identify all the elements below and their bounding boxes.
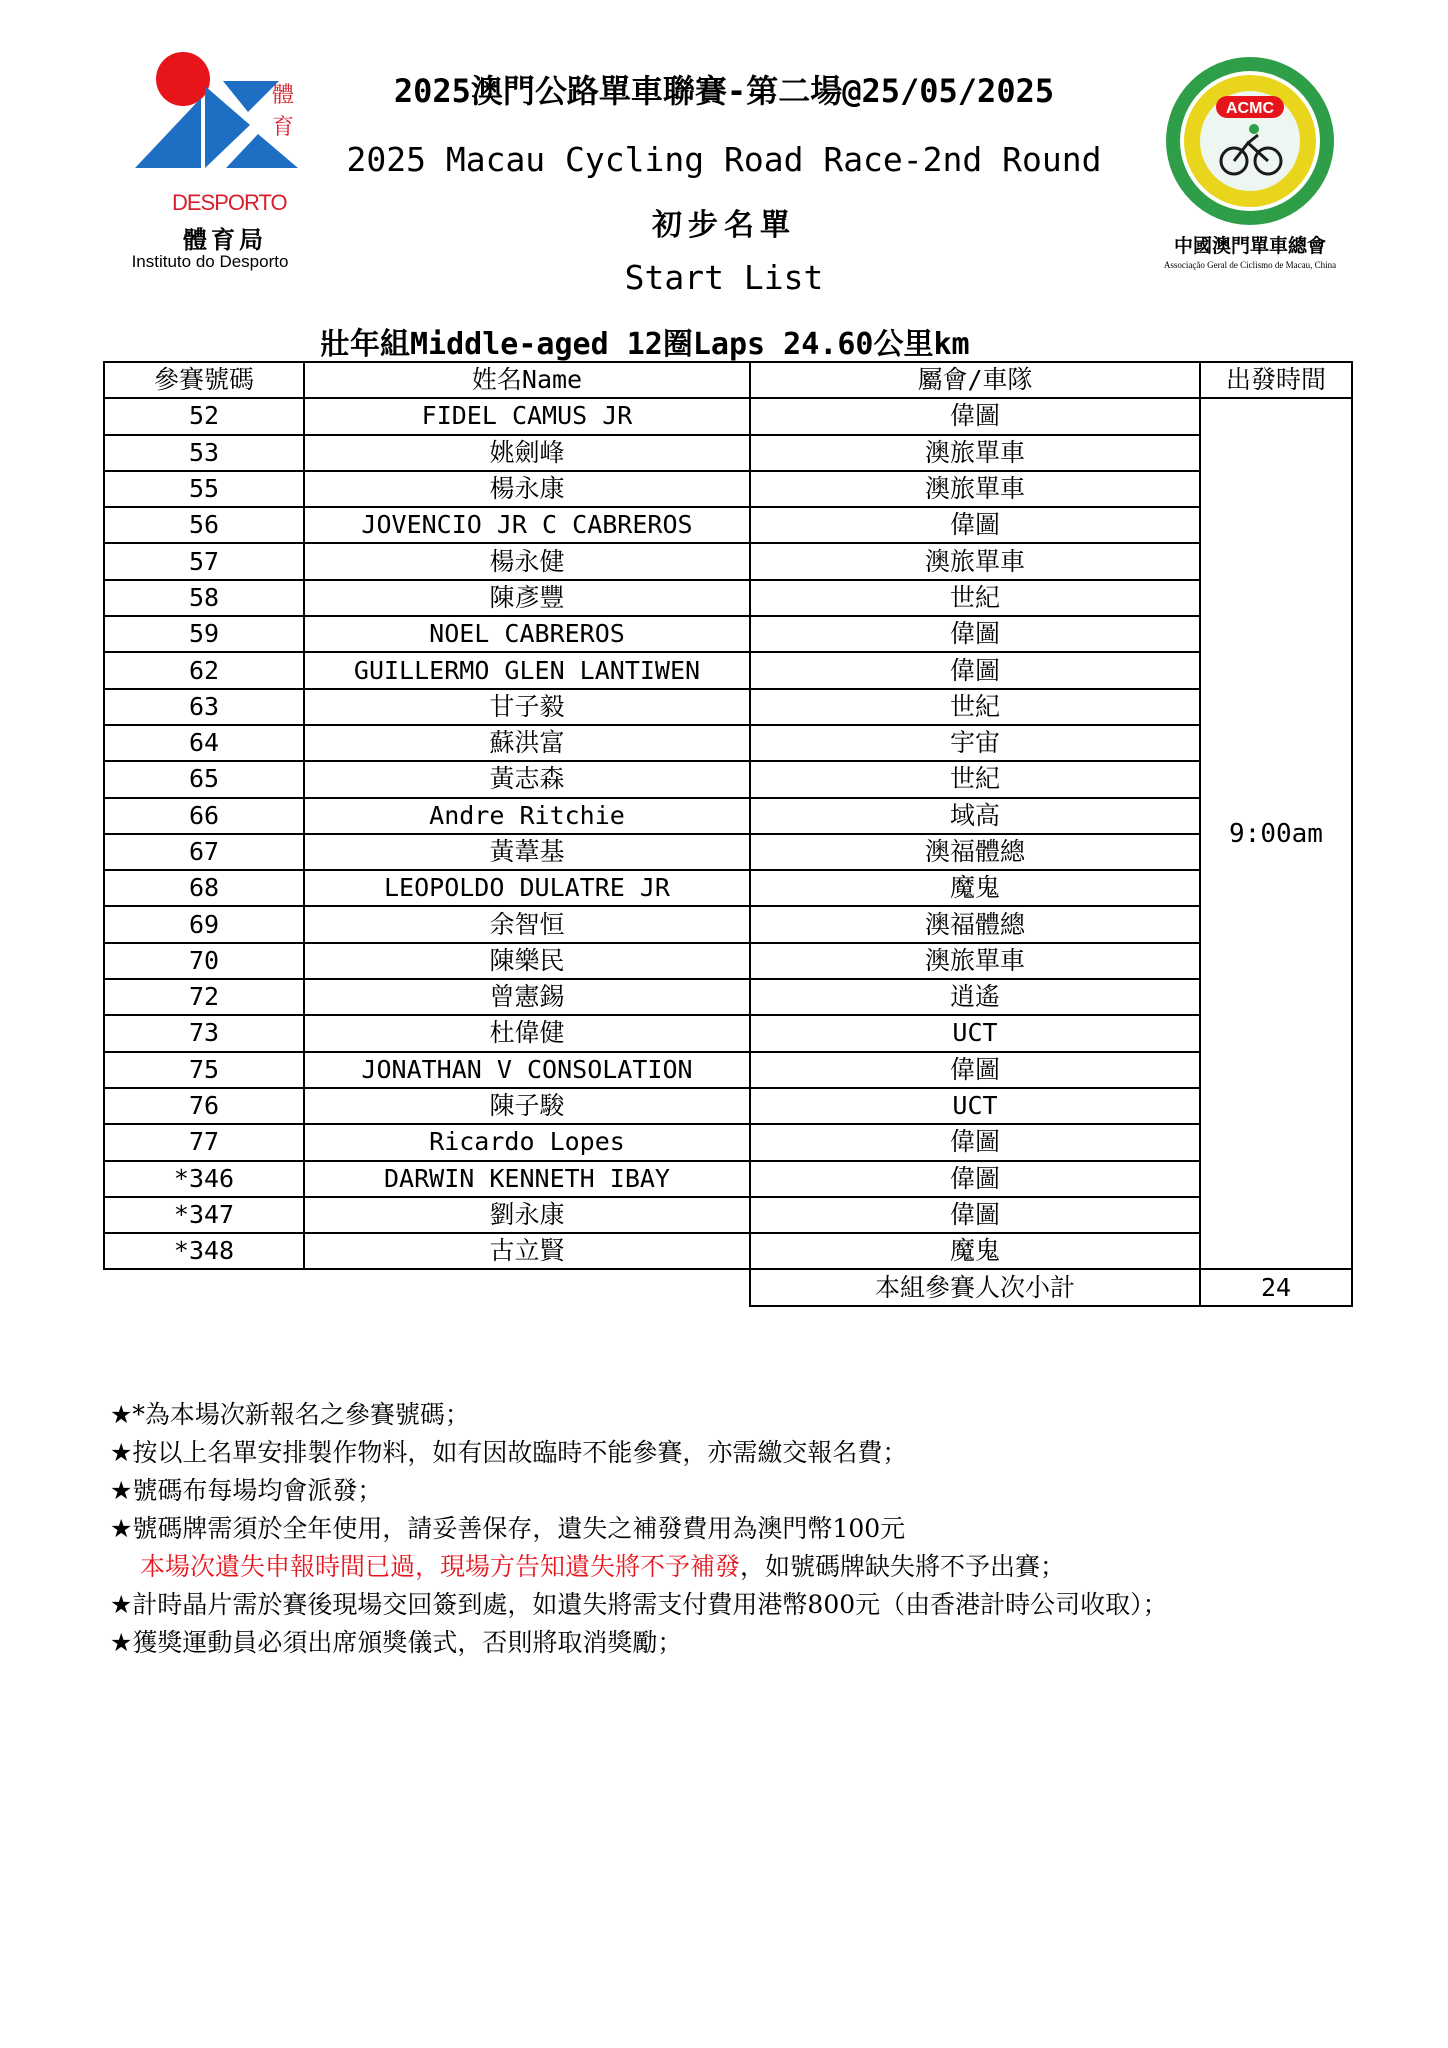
assoc-name-pt: Associação Geral de Ciclismo de Macau, China <box>1163 260 1337 270</box>
note-text: ，如號碼牌缺失將不予出賽； <box>740 1552 1066 1581</box>
rider-name: JONATHAN V CONSOLATION <box>304 1052 750 1088</box>
subtotal-row <box>104 1269 1352 1305</box>
start-list-table <box>103 361 1353 1307</box>
page-title-cn: 2025澳門公路單車聯賽-第二場@25/05/2025 <box>393 72 1055 110</box>
table-row <box>104 507 1352 543</box>
rider-team: 偉圖 <box>750 1161 1200 1197</box>
note-bib-distribution <box>110 1472 1168 1510</box>
rider-name: Andre Ritchie <box>304 798 750 834</box>
rider-number: 64 <box>104 725 304 761</box>
rider-team: 世紀 <box>750 761 1200 797</box>
rider-team: 澳旅單車 <box>750 471 1200 507</box>
table-row <box>104 906 1352 942</box>
note-text: 號碼牌需須於全年使用，請妥善保存，遺失之補發費用為澳門幣100元 <box>132 1514 906 1543</box>
rider-number: 76 <box>104 1088 304 1124</box>
rider-number: 67 <box>104 834 304 870</box>
rider-team: 偉圖 <box>750 398 1200 434</box>
rider-team: 澳旅單車 <box>750 943 1200 979</box>
rider-name: LEOPOLDO DULATRE JR <box>304 870 750 906</box>
note-lost-plate-warning <box>110 1548 1168 1586</box>
rider-name: DARWIN KENNETH IBAY <box>304 1161 750 1197</box>
star-icon: ★ <box>110 1628 133 1657</box>
rider-team: 魔鬼 <box>750 870 1200 906</box>
star-icon: ★ <box>110 1400 133 1429</box>
table-row <box>104 580 1352 616</box>
note-timing-chip <box>110 1586 1168 1624</box>
rider-number: 53 <box>104 435 304 471</box>
rider-team: 逍遙 <box>750 979 1200 1015</box>
rider-name: 古立賢 <box>304 1233 750 1269</box>
logo-char-yu: 育 <box>272 115 295 140</box>
rider-name: 陳子駿 <box>304 1088 750 1124</box>
rider-team: 偉圖 <box>750 507 1200 543</box>
note-award-ceremony <box>110 1624 1168 1662</box>
desporto-wordmark: DESPORTO <box>172 190 287 215</box>
rider-team: UCT <box>750 1015 1200 1051</box>
rider-number: 56 <box>104 507 304 543</box>
rider-number: 57 <box>104 543 304 579</box>
rider-name: 陳樂民 <box>304 943 750 979</box>
header-name: 姓名Name <box>304 362 750 398</box>
rider-number: 66 <box>104 798 304 834</box>
rider-team: 偉圖 <box>750 652 1200 688</box>
table-row <box>104 798 1352 834</box>
rider-name: 陳彥豐 <box>304 580 750 616</box>
rider-name: 楊永健 <box>304 543 750 579</box>
subtotal-spacer <box>104 1269 750 1305</box>
rider-number: 59 <box>104 616 304 652</box>
rider-number: 72 <box>104 979 304 1015</box>
notes-section <box>110 1396 1168 1662</box>
rider-team: UCT <box>750 1088 1200 1124</box>
start-time: 9:00am <box>1200 398 1352 1269</box>
rider-number: 63 <box>104 689 304 725</box>
rider-name: 杜偉健 <box>304 1015 750 1051</box>
header-start-time: 出發時間 <box>1200 362 1352 398</box>
rider-name: JOVENCIO JR C CABREROS <box>304 507 750 543</box>
note-number-plate <box>110 1510 1168 1548</box>
note-text: 計時晶片需於賽後現場交回簽到處，如遺失將需支付費用港幣800元（由香港計時公司收取）； <box>132 1590 1168 1619</box>
rider-name: Ricardo Lopes <box>304 1124 750 1160</box>
rider-team: 宇宙 <box>750 725 1200 761</box>
assoc-name-cn: 中國澳門單車總會 <box>1173 235 1326 257</box>
rider-team: 偉圖 <box>750 1124 1200 1160</box>
note-registration-fee <box>110 1434 1168 1472</box>
group-title: 壯年組Middle-aged 12圈Laps 24.60公里km <box>320 327 970 362</box>
rider-number: 77 <box>104 1124 304 1160</box>
subtotal-label: 本組參賽人次小計 <box>750 1269 1200 1305</box>
rider-team: 澳旅單車 <box>750 543 1200 579</box>
rider-number: 65 <box>104 761 304 797</box>
note-text: *為本場次新報名之參賽號碼； <box>132 1400 470 1429</box>
rider-name: GUILLERMO GLEN LANTIWEN <box>304 652 750 688</box>
table-row <box>104 471 1352 507</box>
table-row <box>104 870 1352 906</box>
star-icon: ★ <box>110 1514 133 1543</box>
header-number: 參賽號碼 <box>104 362 304 398</box>
rider-team: 世紀 <box>750 580 1200 616</box>
page-subtitle-en: Start List <box>624 258 824 297</box>
rider-team: 偉圖 <box>750 1052 1200 1088</box>
rider-number: 75 <box>104 1052 304 1088</box>
table-row <box>104 1197 1352 1233</box>
rider-number: *347 <box>104 1197 304 1233</box>
rider-team: 澳福體總 <box>750 834 1200 870</box>
table-row <box>104 943 1352 979</box>
table-row <box>104 543 1352 579</box>
table-row <box>104 1124 1352 1160</box>
table-row <box>104 652 1352 688</box>
bureau-name-pt: Instituto do Desporto <box>131 252 289 271</box>
rider-name: NOEL CABREROS <box>304 616 750 652</box>
rider-number: 70 <box>104 943 304 979</box>
rider-name: 蘇洪富 <box>304 725 750 761</box>
rider-number: *348 <box>104 1233 304 1269</box>
rider-team: 澳福體總 <box>750 906 1200 942</box>
rider-name: 姚劍峰 <box>304 435 750 471</box>
header-team: 屬會/車隊 <box>750 362 1200 398</box>
rider-name: FIDEL CAMUS JR <box>304 398 750 434</box>
rider-number: 73 <box>104 1015 304 1051</box>
table-row <box>104 834 1352 870</box>
subtotal-value: 24 <box>1200 1269 1352 1305</box>
rider-number: 68 <box>104 870 304 906</box>
logo-char-ti: 體 <box>272 83 295 108</box>
table-row <box>104 725 1352 761</box>
table-row <box>104 1233 1352 1269</box>
star-icon: ★ <box>110 1438 133 1467</box>
table-row <box>104 398 1352 434</box>
rider-name: 劉永康 <box>304 1197 750 1233</box>
note-text: 號碼布每場均會派發； <box>132 1476 383 1505</box>
rider-name: 楊永康 <box>304 471 750 507</box>
table-header-row <box>104 362 1352 398</box>
note-red-text: 本場次遺失申報時間已過，現場方告知遺失將不予補發 <box>140 1552 741 1581</box>
table-row <box>104 689 1352 725</box>
rider-name: 黃葦基 <box>304 834 750 870</box>
note-new-numbers <box>110 1396 1168 1434</box>
table-row <box>104 1052 1352 1088</box>
table-row <box>104 1015 1352 1051</box>
table-row <box>104 1161 1352 1197</box>
rider-name: 黃志森 <box>304 761 750 797</box>
acmc-acronym: ACMC <box>1226 100 1274 117</box>
page-subtitle-cn: 初步名單 <box>652 208 796 243</box>
rider-number: 55 <box>104 471 304 507</box>
rider-number: 69 <box>104 906 304 942</box>
table-row <box>104 979 1352 1015</box>
rider-team: 偉圖 <box>750 616 1200 652</box>
rider-name: 余智恒 <box>304 906 750 942</box>
table-row <box>104 616 1352 652</box>
table-row <box>104 435 1352 471</box>
star-icon: ★ <box>110 1590 133 1619</box>
star-icon: ★ <box>110 1476 133 1505</box>
rider-number: 62 <box>104 652 304 688</box>
rider-name: 曾憲錫 <box>304 979 750 1015</box>
note-text: 按以上名單安排製作物料，如有因故臨時不能參賽，亦需繳交報名費； <box>132 1438 908 1467</box>
table-row <box>104 1088 1352 1124</box>
note-text: 獲獎運動員必須出席頒獎儀式，否則將取消獎勵； <box>132 1628 683 1657</box>
rider-number: *346 <box>104 1161 304 1197</box>
rider-team: 魔鬼 <box>750 1233 1200 1269</box>
rider-name: 甘子毅 <box>304 689 750 725</box>
rider-team: 澳旅單車 <box>750 435 1200 471</box>
rider-number: 52 <box>104 398 304 434</box>
table-row <box>104 761 1352 797</box>
page-title-en: 2025 Macau Cycling Road Race-2nd Round <box>346 140 1102 179</box>
bureau-name-cn: 體育局 <box>183 226 267 254</box>
rider-team: 域高 <box>750 798 1200 834</box>
rider-number: 58 <box>104 580 304 616</box>
rider-team: 偉圖 <box>750 1197 1200 1233</box>
rider-team: 世紀 <box>750 689 1200 725</box>
